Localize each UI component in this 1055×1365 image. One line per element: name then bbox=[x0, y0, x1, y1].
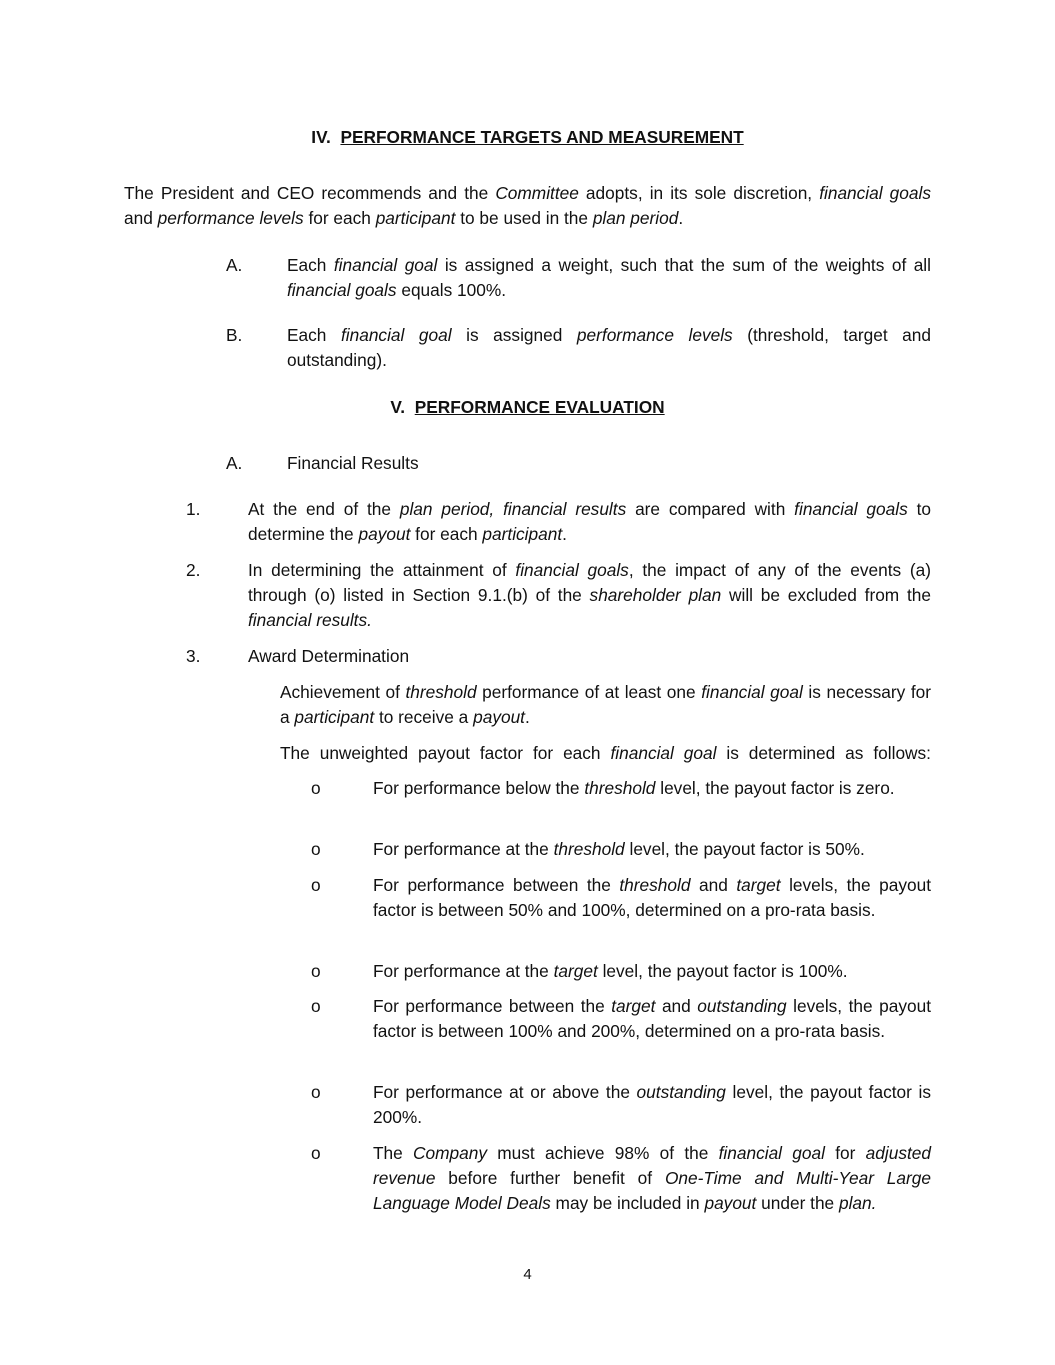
italic-term: Company bbox=[413, 1143, 488, 1163]
bullet-item bbox=[311, 776, 931, 801]
numbered-text: At the end of the plan period, financial results are compared with financial goals to determine the payout for each participant. bbox=[248, 499, 932, 544]
italic-term: payout bbox=[473, 707, 525, 727]
bullet-text: For performance at the threshold level, the payout factor is 50%. bbox=[373, 839, 865, 859]
subsection-title: Financial Results bbox=[287, 453, 419, 473]
italic-term: threshold bbox=[553, 839, 625, 859]
bullet-item bbox=[311, 837, 931, 862]
bullet-marker: o bbox=[311, 875, 321, 895]
bullet-marker: o bbox=[311, 839, 321, 859]
subsection-label: A. bbox=[226, 453, 243, 473]
italic-term: performance levels bbox=[576, 325, 733, 345]
italic-term: financial goals bbox=[819, 183, 931, 203]
bullet-marker: o bbox=[311, 1082, 321, 1102]
italic-term: target bbox=[553, 961, 598, 981]
italic-term: financial goal bbox=[701, 682, 803, 702]
italic-term: performance levels bbox=[157, 208, 304, 228]
bullet-text: The Company must achieve 98% of the financial goal for adjusted revenue before further benefit of One-Time and Multi-Year Large Language Model Deals may be included in payout under the plan. bbox=[373, 1143, 931, 1213]
italic-term: plan period bbox=[592, 208, 679, 228]
bullet-text: For performance between the threshold and target levels, the payout factor is between 50% and 100%, determined on a pro-rata basis. bbox=[373, 875, 931, 920]
italic-term: participant bbox=[482, 524, 563, 544]
bullet-text: For performance between the target and outstanding levels, the payout factor is between 100% and 200%, determined on a pro-rata basis. bbox=[373, 996, 931, 1041]
italic-term: outstanding bbox=[636, 1082, 726, 1102]
italic-term: target bbox=[611, 996, 656, 1016]
italic-term: shareholder plan bbox=[589, 585, 722, 605]
section-4-title: PERFORMANCE TARGETS AND MEASUREMENT bbox=[340, 127, 744, 147]
bullet-text: For performance below the threshold level, the payout factor is zero. bbox=[373, 778, 895, 798]
award-paragraph-1: Achievement of threshold performance of at least one financial goal is necessary for a participant to receive a payout. bbox=[280, 682, 931, 727]
bullet-item bbox=[311, 959, 931, 984]
italic-term: financial goals bbox=[287, 280, 397, 300]
numbered-text: In determining the attainment of financial goals, the impact of any of the events (a) through (o) listed in Section 9.1.(b) of the shareholder plan will be excluded from the financial results. bbox=[248, 560, 931, 630]
section-4-item-b bbox=[226, 323, 931, 373]
italic-term: participant bbox=[375, 208, 456, 228]
italic-term: participant bbox=[294, 707, 375, 727]
italic-term: plan period, financial results bbox=[399, 499, 627, 519]
italic-term: payout bbox=[358, 524, 411, 544]
italic-term: financial goals bbox=[794, 499, 908, 519]
italic-term: financial goals bbox=[515, 560, 629, 580]
bullet-text: For performance at or above the outstanding level, the payout factor is 200%. bbox=[373, 1082, 931, 1127]
bullet-item bbox=[311, 994, 931, 1044]
italic-term: financial goal bbox=[718, 1143, 825, 1163]
italic-term: target bbox=[736, 875, 781, 895]
italic-term: payout bbox=[704, 1193, 757, 1213]
numbered-item-2 bbox=[186, 558, 931, 633]
bullet-marker: o bbox=[311, 778, 321, 798]
italic-term: financial goal bbox=[610, 743, 717, 763]
item-text: Each financial goal is assigned performance levels (threshold, target and outstanding). bbox=[287, 325, 932, 370]
italic-term: financial goal bbox=[333, 255, 438, 275]
italic-term: One-Time and Multi-Year Large Language Model Deals bbox=[373, 1168, 931, 1213]
item-label: A. bbox=[226, 255, 243, 275]
bullet-marker: o bbox=[311, 996, 321, 1016]
section-5-number: V. bbox=[390, 397, 406, 417]
bullet-item bbox=[311, 873, 931, 923]
italic-term: financial results. bbox=[248, 610, 372, 630]
italic-term: threshold bbox=[405, 682, 477, 702]
item-label: B. bbox=[226, 325, 243, 345]
item-text: Each financial goal is assigned a weight, such that the sum of the weights of all financial goals equals 100%. bbox=[287, 255, 931, 300]
numbered-label: 1. bbox=[186, 499, 201, 519]
bullet-marker: o bbox=[311, 961, 321, 981]
section-5-title: PERFORMANCE EVALUATION bbox=[414, 397, 665, 417]
bullet-item bbox=[311, 1080, 931, 1130]
bullet-text: For performance at the target level, the payout factor is 100%. bbox=[373, 961, 848, 981]
italic-term: threshold bbox=[619, 875, 691, 895]
financial-results-subheading bbox=[226, 451, 931, 476]
page-number: 4 bbox=[523, 1266, 532, 1283]
section-4-number: IV. bbox=[311, 127, 331, 147]
bullet-marker: o bbox=[311, 1143, 321, 1163]
section-5-heading bbox=[0, 395, 1055, 420]
section-4-item-a bbox=[226, 253, 931, 303]
bullet-item bbox=[311, 1141, 931, 1216]
italic-term: adjusted revenue bbox=[373, 1143, 931, 1188]
italic-term: Committee bbox=[495, 183, 579, 203]
numbered-text: Award Determination bbox=[248, 646, 410, 666]
italic-term: threshold bbox=[584, 778, 656, 798]
section-4-intro: The President and CEO recommends and the Committee adopts, in its sole discretion, financial goals and performance levels for each participant to be used in the plan period. bbox=[124, 183, 931, 228]
numbered-label: 2. bbox=[186, 560, 201, 580]
section-4-heading bbox=[0, 125, 1055, 150]
numbered-item-3 bbox=[186, 644, 931, 669]
italic-term: outstanding bbox=[697, 996, 787, 1016]
award-paragraph-2: The unweighted payout factor for each financial goal is determined as follows: bbox=[280, 743, 931, 763]
italic-term: financial goal bbox=[340, 325, 452, 345]
italic-term: plan. bbox=[838, 1193, 877, 1213]
numbered-label: 3. bbox=[186, 646, 201, 666]
numbered-item-1 bbox=[186, 497, 931, 547]
